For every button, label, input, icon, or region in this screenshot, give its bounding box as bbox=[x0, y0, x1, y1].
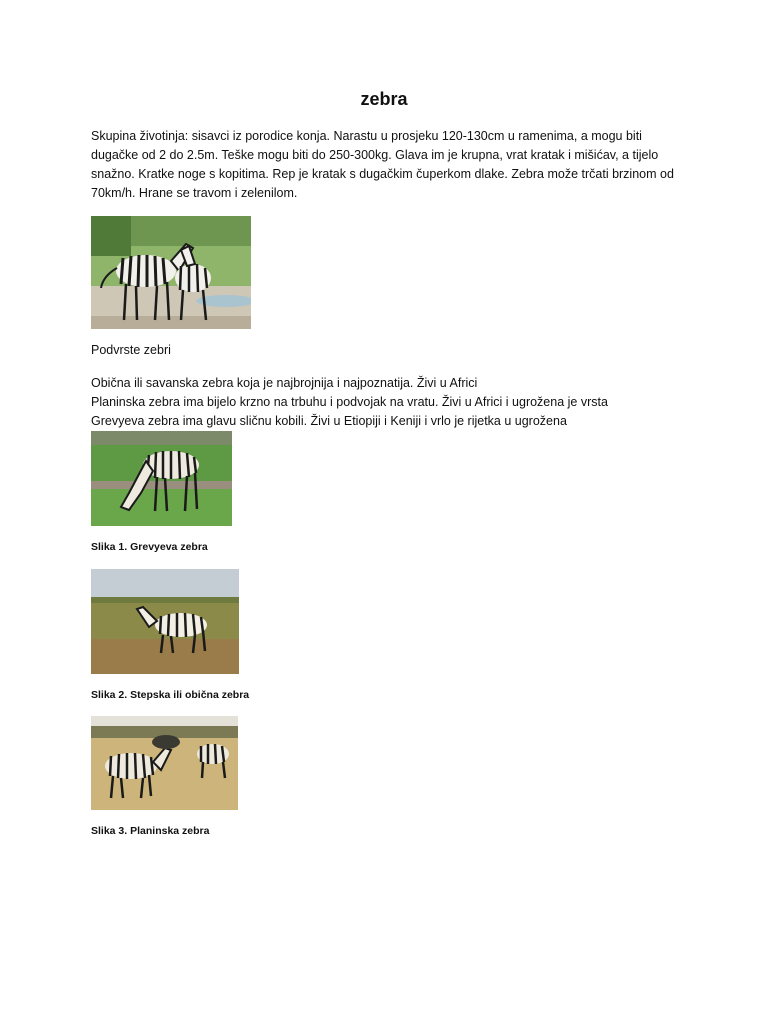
subspecies-line: Planinska zebra ima bijelo krzno na trbuhu i podvojak na vratu. Živi u Africi i ugrožena je vrsta bbox=[91, 395, 608, 409]
subspecies-line: Obična ili savanska zebra koja je najbrojnija i najpoznatija. Živi u Africi bbox=[91, 376, 478, 390]
subspecies-line: Grevyeva zebra ima glavu sličnu kobili. Živi u Etiopiji i Keniji i vrlo je rijetka u ugrožena bbox=[91, 414, 567, 428]
figure-caption: Slika 2. Stepska ili obična zebra bbox=[91, 689, 250, 701]
section-heading: Podvrste zebri bbox=[91, 343, 171, 357]
mountain-zebra-photo bbox=[91, 716, 238, 810]
grevy-zebra-photo bbox=[91, 431, 232, 526]
page-title: zebra bbox=[360, 89, 408, 109]
figure-caption: Slika 1. Grevyeva zebra bbox=[91, 541, 208, 553]
figure-caption: Slika 3. Planinska zebra bbox=[91, 825, 210, 837]
zebra-pair-photo bbox=[91, 216, 251, 329]
plains-zebra-photo bbox=[91, 569, 239, 674]
subspecies-list bbox=[91, 374, 676, 431]
intro-paragraph: Skupina životinja: sisavci iz porodice konja. Narastu u prosjeku 120-130cm u ramenima, a mogu biti dugačke od 2 do 2.5m. Teške mogu biti do 250-300kg. Glava im je krupna, vrat kratak i mišićav, a tijelo snažno. Kratke noge s kopitima. Rep je kratak s dugačkim čuperkom dlake. Zebra može trčati brzinom od 70km/h. Hrane se travom i zelenilom. bbox=[91, 129, 674, 200]
